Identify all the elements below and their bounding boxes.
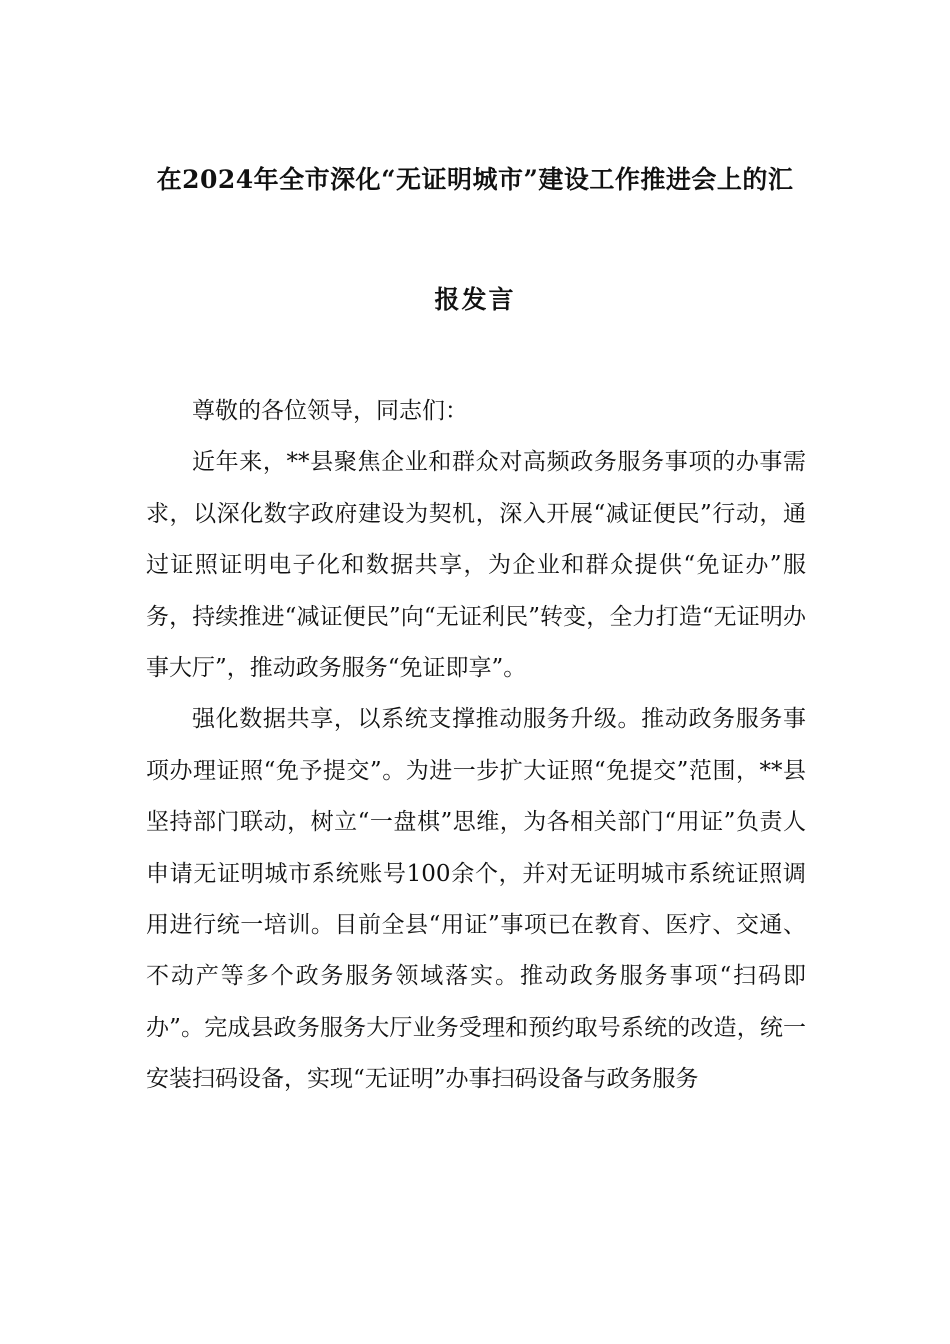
document-title-continued: 报发言 [434, 285, 516, 314]
paragraph-intro: 近年来，**县聚焦企业和群众对高频政务服务事项的办事需求，以深化数字政府建设为契机，深入开展“减证便民”行动，通过证照证明电子化和数据共享，为企业和群众提供“免证办”服务，持续推进“减证便民”向“无证利民”转变，全力打造“无证明办事大厅”，推动政务服务“免证即享”。 [146, 449, 806, 682]
salutation: 尊敬的各位领导，同志们： [192, 398, 468, 424]
document-title: 在2024年全市深化“无证明城市”建设工作推进会上的汇 [156, 165, 794, 194]
paragraph-data-sharing: 强化数据共享，以系统支撑推动服务升级。推动政务服务事项办理证照“免予提交”。为进一步扩大证照“免提交”范围，**县坚持部门联动，树立“一盘棋”思维，为各相关部门“用证”负责人申请无证明城市系统账号100余个，并对无证明城市系统证照调用进行统一培训。目前全县“用证”事项已在教育、医疗、交通、不动产等多个政务服务领域落实。推动政务服务事项“扫码即办”。完成县政务服务大厅业务受理和预约取号系统的改造，统一安装扫码设备，实现“无证明”办事扫码设备与政务服务 [146, 706, 806, 1093]
document-body [146, 386, 806, 1106]
